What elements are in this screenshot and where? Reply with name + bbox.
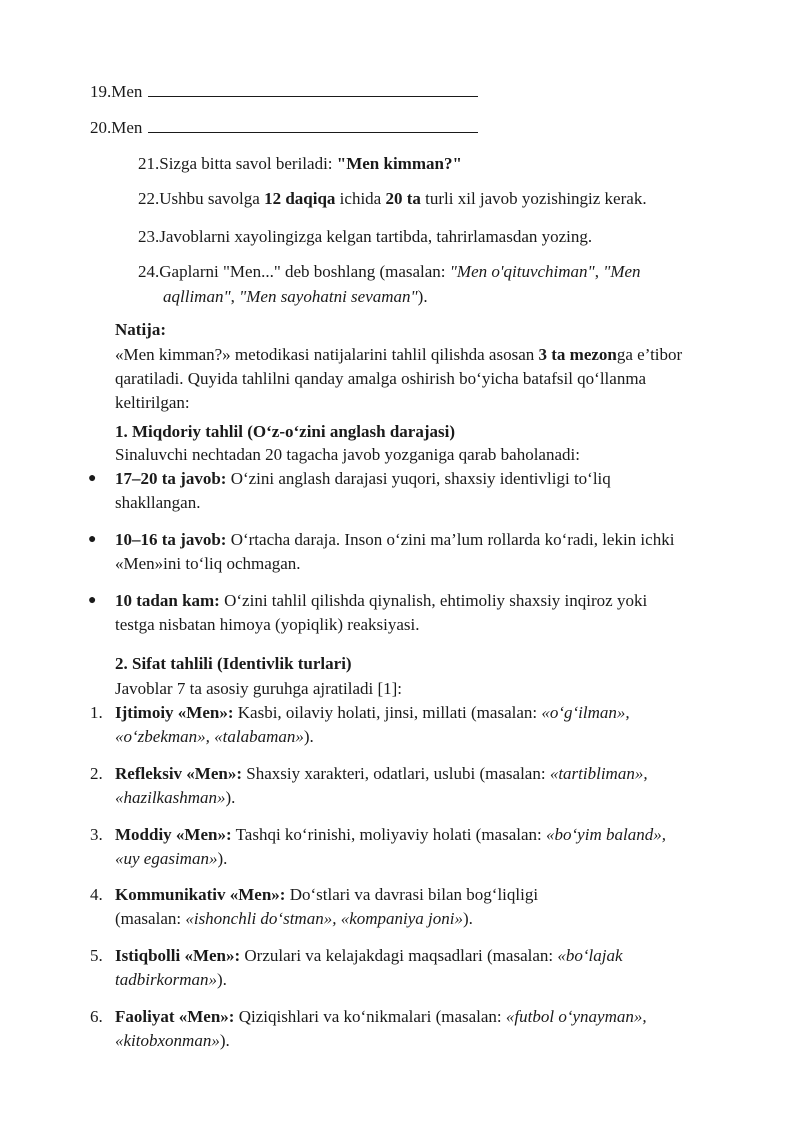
list-item: Moddiy «Men»: Tashqi ko‘rinishi, moliyaviy holati (masalan: «bo‘yim baland», «uy egasiman»). <box>115 825 666 868</box>
identity-types-list <box>0 701 800 1051</box>
answer-blank[interactable] <box>148 79 478 97</box>
section1-intro: Sinaluvchi nechtadan 20 tagacha javob yozganiga qarab baholanadi: <box>115 445 580 464</box>
list-number: 3. <box>90 825 103 844</box>
document-page: 19.Men 20.Men 21.Sizga bitta savol beriladi: "Men kimman?" 22.Ushbu savolga 12 daqiqa ichida 20 ta turli xil javob yozishingiz kerak. 23.Javoblarni xayolingizga kelgan tartibda, tahrirlamasdan yozing. 24.Gaplarni "Men..." deb boshlang (masalan: "Men o'qituvchiman", "Men aqlliman", "Men sayohatni sevaman"). Natija: «Men kimman?» metodikasi natijalarini tahlil qilishda asosan 3 ta mezonga e’tibor qaratiladi. Quyida tahlilni qanday amalga oshirish bo‘yicha batafsil qo‘llanma keltirilgan: 1. Miqdoriy tahlil (O‘z-o‘zini anglash darajasi) Sinaluvchi nechtadan 20 tagacha javob yozganiga qarab baholanadi: ● 17–20 ta javob: O‘zini anglash darajasi yuqori, shaxsiy identivligi to‘liq shakllangan. ● 10–16 ta javob: O‘rtacha daraja. Inson o‘zini ma’lum rollarda ko‘radi, lekin ichki «Men»ini to‘liq ochmagan. ● 10 tadan kam: O‘zini tahlil qilishda qiynalish, ehtimoliy shaxsiy inqiroz yoki testga nisbatan himoya (yopiqlik) reaksiyasi. 2. Sifat tahlili (Identivlik turlari) Javoblar 7 ta asosiy guruhga ajratiladi [1]: 1. Ijtimoiy «Men»: Kasbi, oilaviy holati, jinsi, millati (masalan: «o‘g‘ilman», «o‘zbekman», «talabaman»). 2. Refleksiv «Men»: Shaxsiy xarakteri, odatlari, uslubi (masalan: «tartibliman», «hazilkashman»). 3. Moddiy «Men»: Tashqi ko‘rinishi, moliyaviy holati (masalan: «bo‘yim baland», «uy egasiman»). 4. Kommunikativ «Men»: Do‘stlari va davrasi bilan bog‘liqligi (masalan: «ishonchli do‘stman», «kompaniya joni»). 5. Istiqbolli «Men»: Orzulari va kelajakdagi maqsadlari (masalan: «bo‘lajak tadbirkorman»). 6. Faoliyat «Men»: Qiziqishlari va ko‘nikmalari (masalan: «futbol o‘ynayman», «kitobxonman»). <box>0 0 800 1131</box>
answer-blank[interactable] <box>148 115 478 133</box>
instruction-23: 23.Javoblarni xayolingizga kelgan tartibda, tahrirlamasdan yozing. <box>138 227 593 246</box>
bullet-icon: ● <box>88 471 97 486</box>
section1-heading: 1. Miqdoriy tahlil (O‘z-o‘zini anglash darajasi) <box>115 422 455 441</box>
list-item: Refleksiv «Men»: Shaxsiy xarakteri, odatlari, uslubi (masalan: «tartibliman», «hazilkashman»). <box>115 764 648 807</box>
item-number: 19. <box>90 82 112 101</box>
instruction-24-cont: aqlliman", "Men sayohatni sevaman"). <box>163 287 428 306</box>
bullet-icon: ● <box>88 593 97 608</box>
blank-line-20 <box>90 115 478 140</box>
blank-prefix: Men <box>111 118 143 137</box>
blank-line-19 <box>90 79 478 104</box>
list-item: Kommunikativ «Men»: Do‘stlari va davrasi bilan bog‘liqligi (masalan: «ishonchli do‘stman», «kompaniya joni»). <box>115 885 539 928</box>
item-number: 20. <box>90 118 112 137</box>
blank-prefix: Men <box>111 82 143 101</box>
section2-intro: Javoblar 7 ta asosiy guruhga ajratiladi [1]: <box>115 679 403 698</box>
list-number: 5. <box>90 946 103 965</box>
list-number: 1. <box>90 703 103 722</box>
natija-paragraph: «Men kimman?» metodikasi natijalarini tahlil qilishda asosan 3 ta mezonga e’tibor qaratiladi. Quyida tahlilni qanday amalga oshirish bo‘yicha batafsil qo‘llanma keltirilgan: <box>115 345 683 412</box>
list-item: Faoliyat «Men»: Qiziqishlari va ko‘nikmalari (masalan: «futbol o‘ynayman», «kitobxonman»). <box>115 1007 647 1050</box>
item-number: 22. <box>138 189 160 208</box>
list-number: 4. <box>90 885 103 904</box>
item-number: 21. <box>138 154 160 173</box>
section2-heading: 2. Sifat tahlili (Identivlik turlari) <box>115 654 352 673</box>
list-number: 6. <box>90 1007 103 1026</box>
instruction-21: 21.Sizga bitta savol beriladi: "Men kimman?" <box>138 154 462 173</box>
instruction-24: 24.Gaplarni "Men..." deb boshlang (masalan: "Men o'qituvchiman", "Men <box>138 262 641 281</box>
item-number: 23. <box>138 227 160 246</box>
list-item: Istiqbolli «Men»: Orzulari va kelajakdagi maqsadlari (masalan: «bo‘lajak tadbirkorman»). <box>115 946 623 989</box>
natija-heading: Natija: <box>115 320 166 339</box>
list-number: 2. <box>90 764 103 783</box>
list-item: Ijtimoiy «Men»: Kasbi, oilaviy holati, jinsi, millati (masalan: «o‘g‘ilman», «o‘zbekman», «talabaman»). <box>115 703 630 746</box>
instruction-22: 22.Ushbu savolga 12 daqiqa ichida 20 ta turli xil javob yozishingiz kerak. <box>138 189 647 208</box>
bullet-icon: ● <box>88 532 97 547</box>
item-number: 24. <box>138 262 160 281</box>
